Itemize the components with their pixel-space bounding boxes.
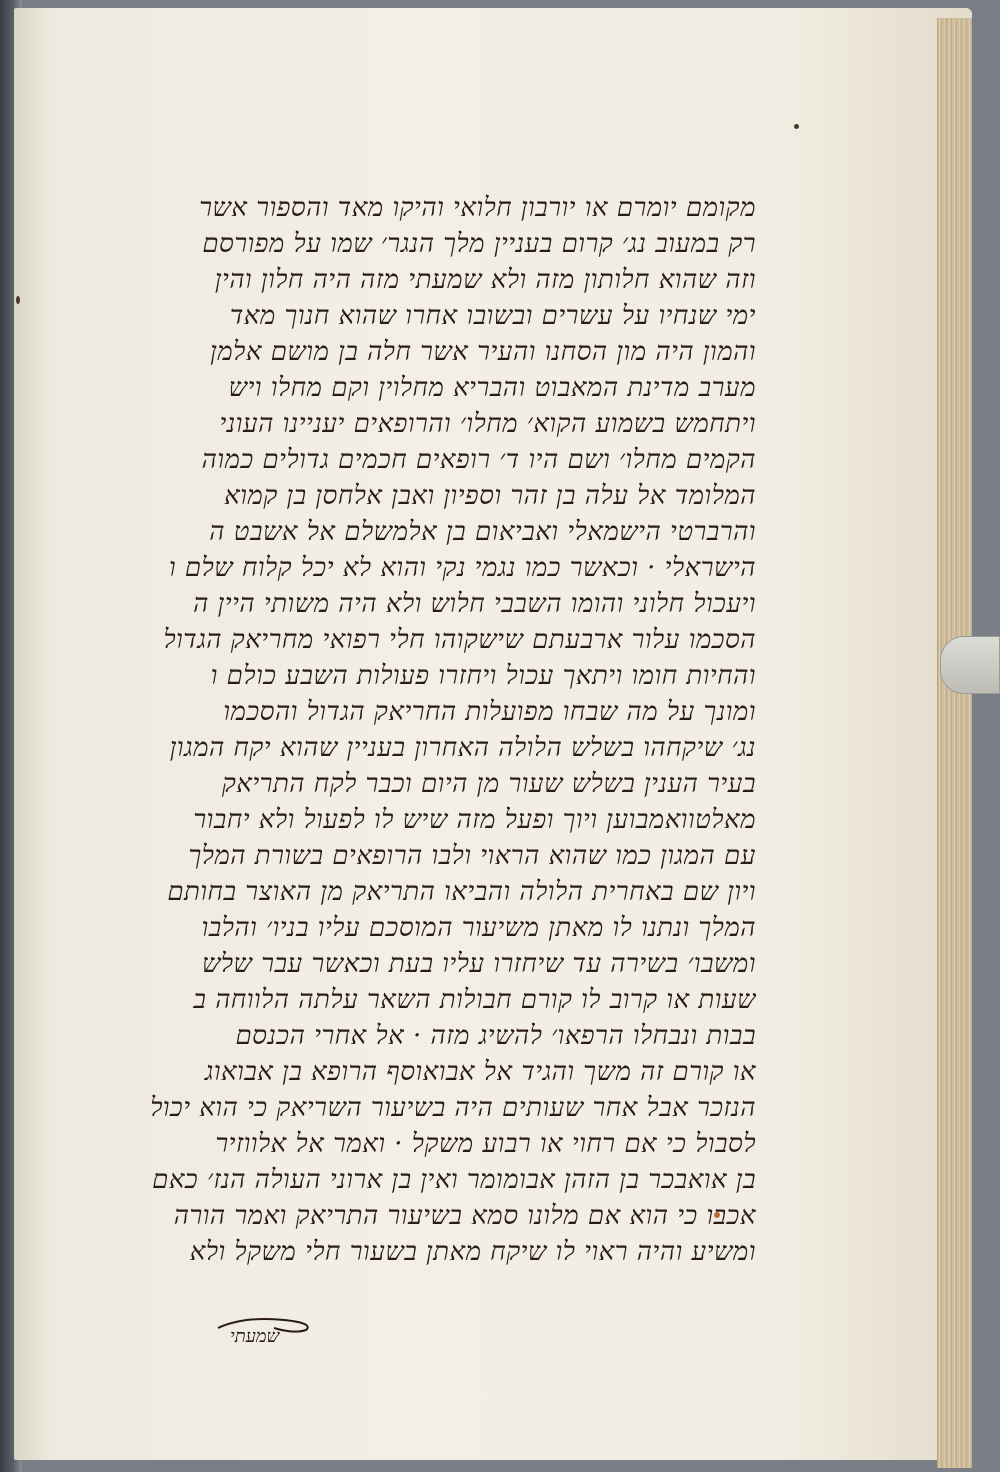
text-line: מאלטוואמבוען ויוך ופעל מזה שיש לו לפעול ולא יחבור — [193, 805, 756, 835]
manuscript-text-block — [144, 190, 756, 1270]
text-line: רק במעוב נג׳ קרום בעניין מלך הנגר׳ שמו על מפורסם — [202, 229, 756, 259]
text-line: והחיות חומו ויתאך עכול ויחזרו פעולות השבע כולם ו — [210, 661, 756, 691]
text-line: לסבול כי אם רחוי או רבוע משקל · ואמר אל אלווזיר — [215, 1129, 756, 1159]
manuscript-page — [14, 8, 972, 1460]
text-line: ומשיע והיה ראוי לו שיקח מאתן בשעור חלי משקל ולא — [189, 1237, 756, 1267]
text-line: ויעכול חלוני והומו השבבי חלוש ולא היה משותי היין ה — [193, 589, 756, 619]
ink-spot-top — [794, 124, 799, 129]
bookmark-tab — [940, 636, 1000, 694]
catchword — [214, 1314, 324, 1354]
text-line: בעיר הענין בשלש שעור מן היום וכבר לקח התריאק — [221, 769, 756, 799]
page-fore-edge — [937, 18, 972, 1468]
text-line: המלך ונתנו לו מאתן משיעור המוסכם עליו בניו׳ והלבו — [201, 913, 756, 943]
text-line: ימי שנחיו על עשרים ובשובו אחרו שהוא חנוך מאד — [229, 301, 756, 331]
text-line: בן אואבכר בן הזהן אבומומר ואין בן ארוני העולה הנז׳ כאם — [152, 1165, 756, 1195]
catchword-text: שמעתי — [230, 1326, 280, 1347]
text-line: הקמים מחלו׳ ושם היו ד׳ רופאים חכמים גדולים כמוה — [201, 445, 756, 475]
text-line: הסכמו עלור ארבעתם שישקוהו חלי רפואי מחריאק הגדול — [163, 625, 756, 655]
text-line: ומונך על מה שבחו מפועלות החריאק הגדול והסכמו — [223, 697, 756, 727]
text-line: הנזכר אבל אחר שעותים היה בשיעור השריאק כי הוא יכול — [150, 1093, 756, 1123]
text-line: נג׳ שיקחהו בשלש הלולה האחרון בעניין שהוא יקח המגון — [169, 733, 756, 763]
text-line: ויון שם באחרית הלולה והביאו התריאק מן האוצר בחותם — [167, 877, 756, 907]
text-line: הישראלי · וכאשר כמו נגמי נקי והוא לא יכל קלוח שלם ו — [168, 553, 756, 583]
text-line: מערב מדינת המאבוט והבריא מחלוין וקם מחלו ויש — [228, 373, 756, 403]
text-line: ומשבו׳ בשירה עד שיחזרו עליו בעת וכאשר עבר שלש — [201, 949, 756, 979]
text-line: שעות או קרוב לו קורם חבולות השאר עלתה הלווחה ב — [193, 985, 756, 1015]
text-line: בבות ונבחלו הרפאו׳ להשיג מזה · אל אחרי הכנסם — [235, 1021, 756, 1051]
text-line: עם המגון כמו שהוא הראוי ולבו הרופאים בשורת המלך — [188, 841, 756, 871]
text-line: אכבו כי הוא אם מלונו סמא בשיעור התריאק ואמר הורה — [173, 1201, 756, 1231]
text-line: מקומם יומרם או יורבון חלואי והיקו מאד והספור אשר — [199, 193, 756, 223]
text-line: והמון היה מון הסחנו והעיר אשר חלה בן מושם אלמן — [210, 337, 756, 367]
text-line: וזה שהוא חלותון מזה ולא שמעתי מזה היה חלון והין — [214, 265, 756, 295]
text-line: והרברטי הישמאלי ואביאום בן אלמשלם אל אשבט ה — [209, 517, 756, 547]
text-line: או קורם זה משך והגיד אל אבואוסף הרופא בן אבואוג — [204, 1057, 756, 1087]
text-line: ויתחמש בשמוע הקוא׳ מחלו׳ והרופאים יעניינו העוני — [219, 409, 756, 439]
ink-spot-margin — [16, 296, 20, 304]
text-line: המלומד אל עלה בן זהר וספיון ואבן אלחסן בן קמוא — [224, 481, 756, 511]
